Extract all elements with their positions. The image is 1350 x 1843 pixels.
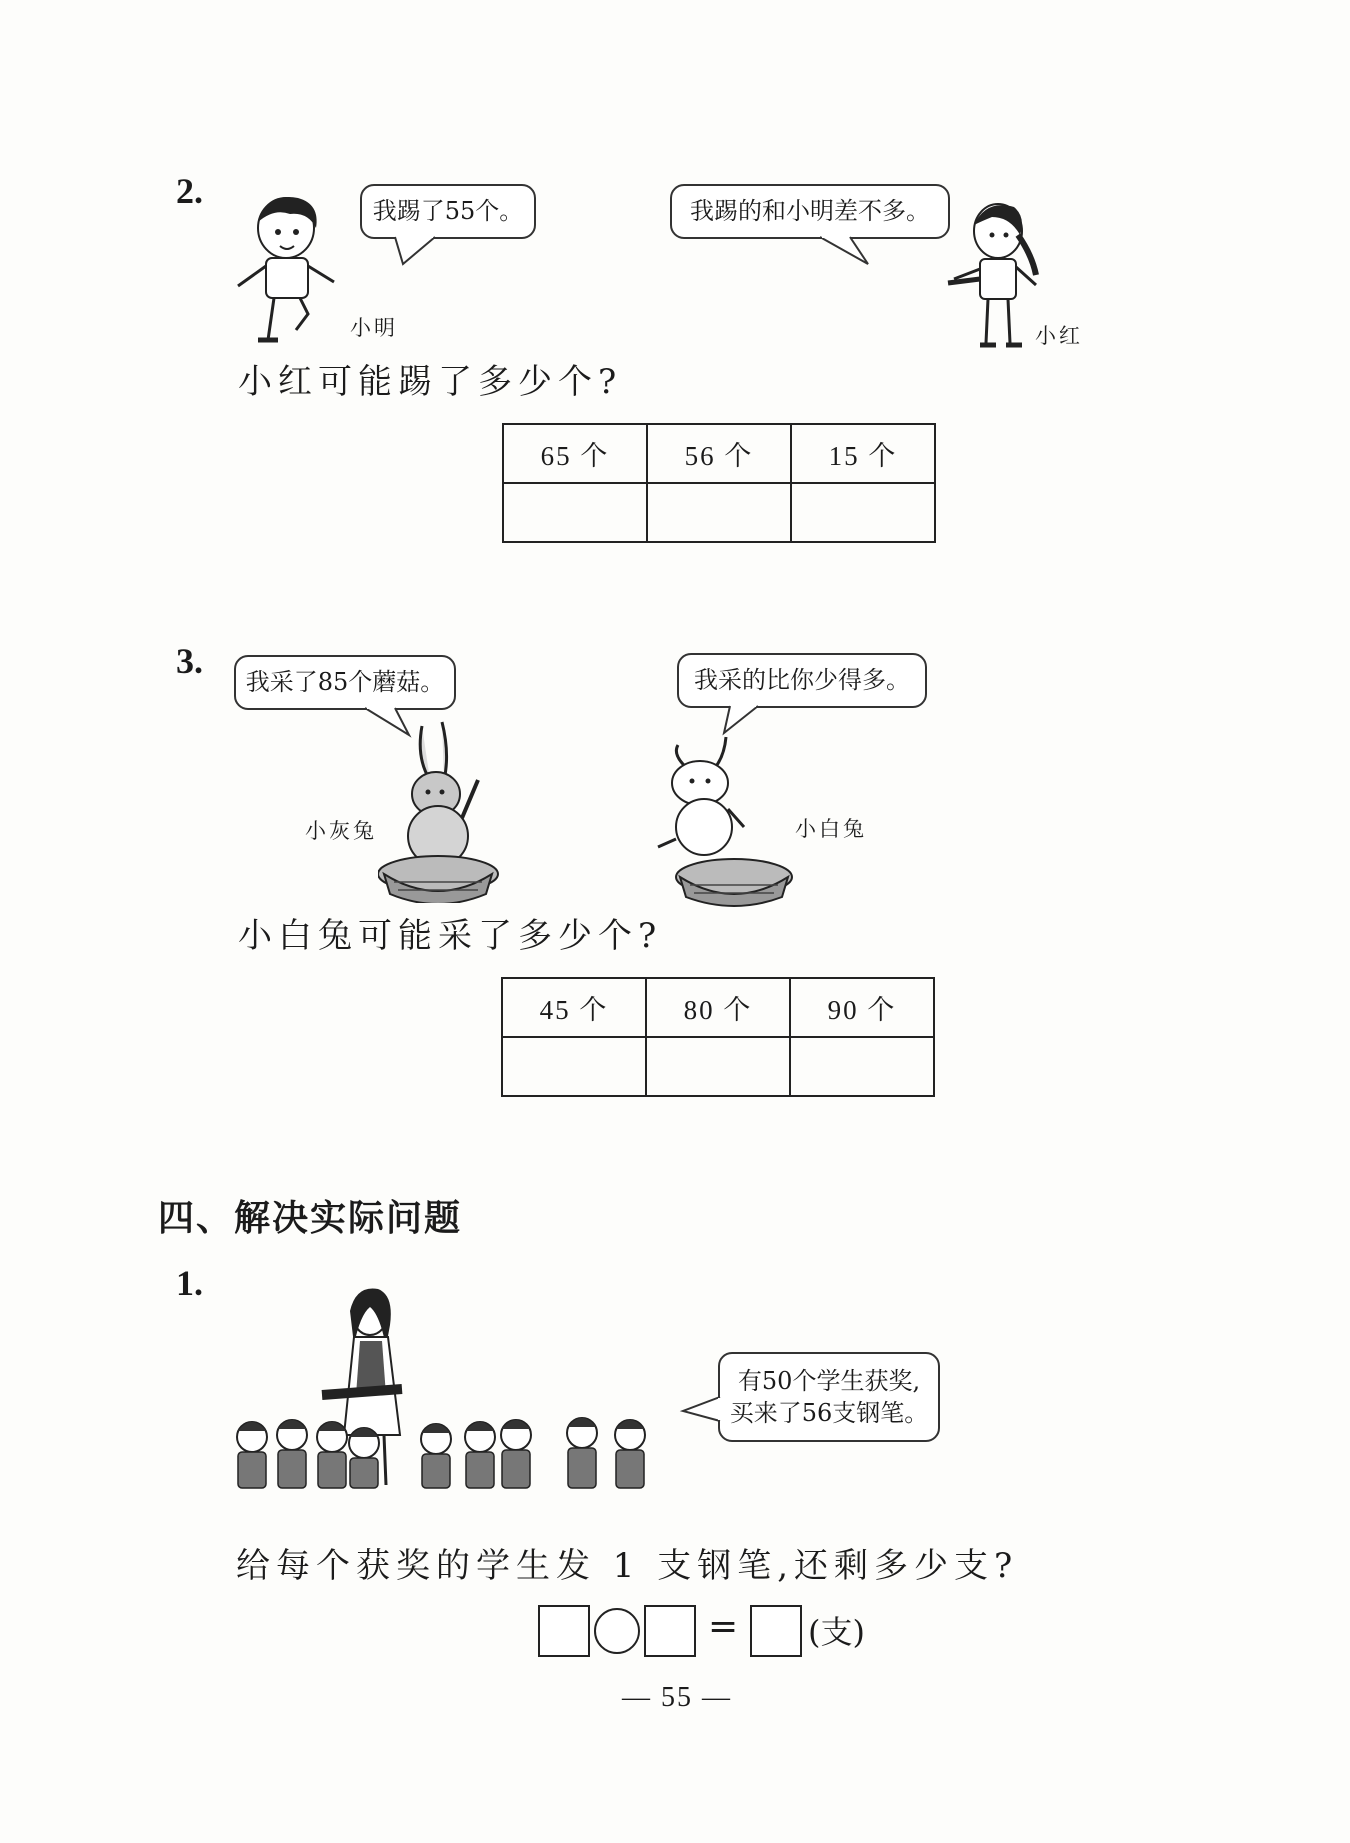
option-cell: 56 个 [647,424,791,483]
option-cell: 45 个 [502,978,646,1037]
section-4-title: 四、解决实际问题 [158,1198,463,1239]
problem-3-options-table [501,977,935,1097]
gray-rabbit-speech-text: 我采了85个蘑菇。 [245,668,445,697]
unit-label: (支) [808,1613,865,1651]
white-rabbit-speech-text: 我采的比你少得多。 [694,666,910,695]
problem-2-question: 小红可能踢了多少个? [238,362,623,402]
equals-sign: = [708,1606,739,1647]
operator-blank-circle[interactable] [594,1608,640,1654]
section-4-problem-1-question: 给每个获奖的学生发 1 支钢笔,还剩多少支? [236,1546,1019,1586]
gray-rabbit-name-label: 小灰兔 [305,819,377,843]
white-rabbit-speech-bubble [677,653,927,708]
answer-row [503,483,935,542]
problem-2-options-table [502,423,936,543]
problem-3-number: 3. [176,641,203,681]
problem-2-number: 2. [176,171,203,211]
xiaohong-speech-bubble [670,184,950,239]
equation-answer-box[interactable] [750,1605,802,1657]
equation-blank-box-1[interactable] [538,1605,590,1657]
boy-xiaoming-illustration [228,190,348,350]
option-cell: 15 个 [791,424,935,483]
xiaohong-bubble-tail [820,236,870,266]
equation-blank-box-2[interactable] [644,1605,696,1657]
xiaoming-speech-text: 我踢了55个。 [372,197,524,226]
xiaohong-name-label: 小红 [1035,324,1083,348]
answer-cell[interactable] [790,1037,934,1096]
option-cell: 90 个 [790,978,934,1037]
answer-cell[interactable] [646,1037,790,1096]
xiaoming-bubble-tail [395,236,445,266]
xiaoming-speech-bubble [360,184,536,239]
options-row [502,978,934,1037]
answer-cell[interactable] [791,483,935,542]
answer-cell[interactable] [503,483,647,542]
problem-3-question: 小白兔可能采了多少个? [238,916,663,956]
teacher-speech-bubble [718,1352,940,1442]
teacher-and-students-illustration [232,1285,682,1490]
answer-cell[interactable] [502,1037,646,1096]
answer-row [502,1037,934,1096]
white-rabbit-name-label: 小白兔 [795,817,867,841]
gray-rabbit-speech-bubble [234,655,456,710]
gray-rabbit-illustration [378,718,502,903]
option-cell: 80 个 [646,978,790,1037]
teacher-speech-line-2: 买来了56支钢笔。 [729,1399,929,1427]
answer-cell[interactable] [647,483,791,542]
xiaohong-speech-text: 我踢的和小明差不多。 [690,197,930,226]
page-number: — 55 — [622,1682,732,1713]
option-cell: 65 个 [503,424,647,483]
girl-xiaohong-illustration [940,195,1050,355]
white-rabbit-bubble-tail [720,705,770,735]
options-row [503,424,935,483]
white-rabbit-illustration [648,735,798,910]
xiaoming-name-label: 小明 [350,316,398,340]
teacher-speech-line-1: 有50个学生获奖, [737,1366,921,1395]
section-4-problem-1-number: 1. [176,1263,203,1303]
teacher-bubble-tail [683,1395,723,1425]
